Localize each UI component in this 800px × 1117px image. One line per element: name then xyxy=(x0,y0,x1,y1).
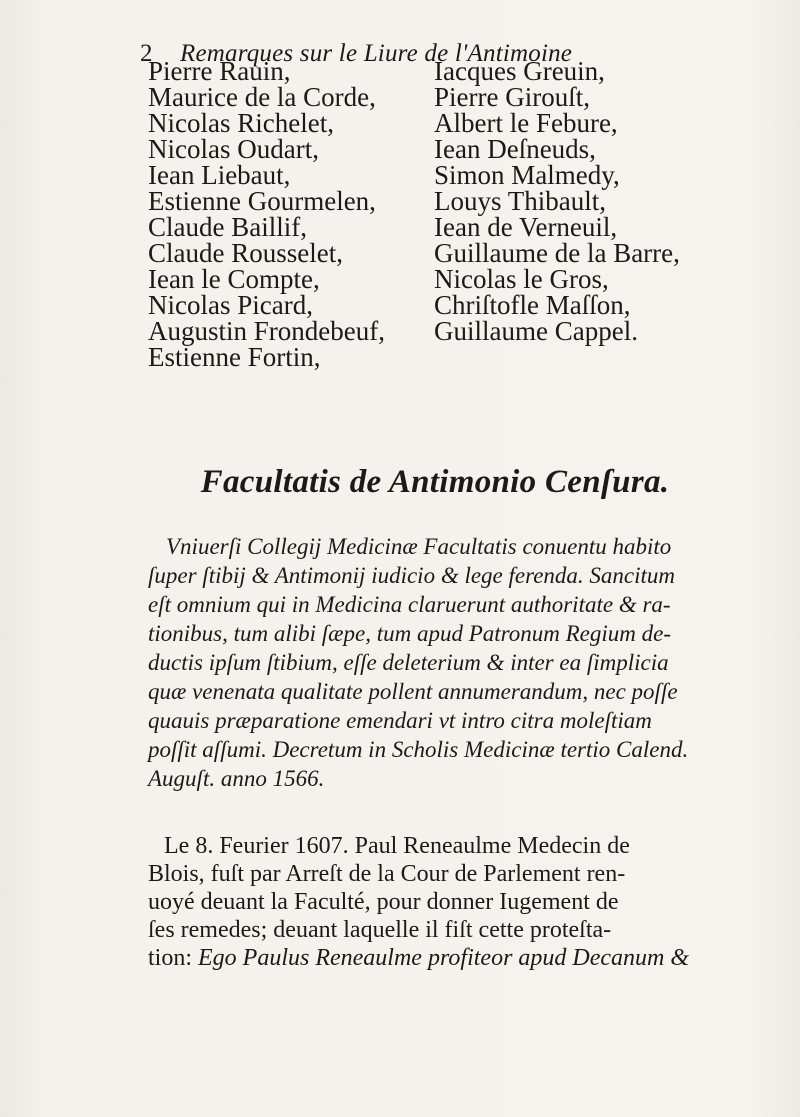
name-entry: Nicolas Picard, xyxy=(148,290,313,320)
name-entry: Estienne Fortin, xyxy=(148,342,321,372)
text-line: quauis præparatione emendari vt intro citra moleſtiam xyxy=(148,708,652,733)
text-line: ductis ipſum ſtibium, eſſe deleterium & inter ea ſimplicia xyxy=(148,650,669,675)
text-line xyxy=(148,944,738,972)
name-entry: Nicolas Oudart, xyxy=(148,134,319,164)
latin-protestation: Ego Paulus Reneaulme profiteor apud Decanum & xyxy=(198,945,690,971)
french-paragraph xyxy=(148,832,738,972)
text-line: ſuper ſtibij & Antimonij iudicio & lege ferenda. Sancitum xyxy=(148,563,676,588)
name-entry: Claude Rousselet, xyxy=(148,238,343,268)
name-entry: Estienne Gourmelen, xyxy=(148,186,376,216)
name-entry: Augustin Frondebeuf, xyxy=(148,316,385,346)
name-entry: Chriſtofle Maſſon, xyxy=(434,290,631,320)
name-entry: Louys Thibault, xyxy=(434,186,606,216)
names-column-left xyxy=(148,58,385,370)
running-head-title: Remarques sur le Liure de l'Antimoine xyxy=(180,40,573,67)
name-entry: Guillaume de la Barre, xyxy=(434,238,680,268)
page-number: 2 xyxy=(140,40,153,67)
text-line: eſt omnium qui in Medicina claruerunt authoritate & ra- xyxy=(148,592,671,617)
text-line: uoyé deuant la Faculté, pour donner Iugement de xyxy=(148,889,619,915)
name-entry: Pierre Girouſt, xyxy=(434,82,590,112)
text-line: poſſit aſſumi. Decretum in Scholis Medicinæ tertio Calend. xyxy=(148,737,689,762)
name-entry: Iean Deſneuds, xyxy=(434,134,596,164)
text-line: Auguſt. anno 1566. xyxy=(148,766,325,791)
name-entry: Simon Malmedy, xyxy=(434,160,620,190)
names-column-right xyxy=(434,58,680,344)
name-entry: Iean Liebaut, xyxy=(148,160,291,190)
name-entry: Guillaume Cappel. xyxy=(434,316,638,346)
name-entry: Nicolas le Gros, xyxy=(434,264,609,294)
text-line: quæ venenata qualitate pollent annumerandum, nec poſſe xyxy=(148,679,678,704)
text-line: Blois, fuſt par Arreſt de la Cour de Parlement ren- xyxy=(148,861,626,887)
name-entry: Iacques Greuin, xyxy=(434,56,605,86)
latin-censure-paragraph xyxy=(148,532,718,793)
name-entry: Nicolas Richelet, xyxy=(148,108,334,138)
text-line: Vniuerſi Collegij Medicinæ Facultatis conuentu habito xyxy=(166,534,672,559)
name-entry: Albert le Febure, xyxy=(434,108,618,138)
name-entry: Pierre Rauin, xyxy=(148,56,291,86)
name-entry: Claude Baillif, xyxy=(148,212,307,242)
section-title: Facultatis de Antimonio Cenſura. xyxy=(200,464,670,500)
name-entry: Maurice de la Corde, xyxy=(148,82,376,112)
name-entry: Iean le Compte, xyxy=(148,264,320,294)
text-line: tionibus, tum alibi ſæpe, tum apud Patronum Regium de- xyxy=(148,621,672,646)
text-line: Le 8. Feurier 1607. Paul Reneaulme Medecin de xyxy=(164,833,630,859)
text-line-prefix: tion: xyxy=(148,945,199,971)
name-entry: Iean de Verneuil, xyxy=(434,212,618,242)
text-line: ſes remedes; deuant laquelle il fiſt cette proteſta- xyxy=(148,917,612,943)
